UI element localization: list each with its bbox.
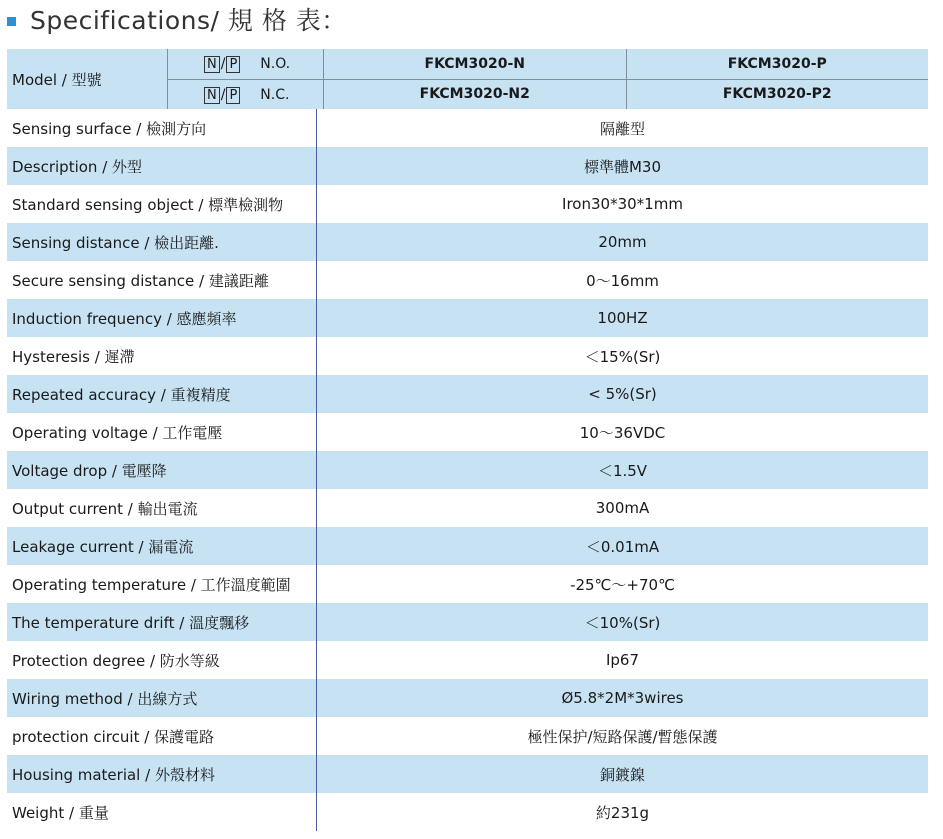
spec-value: 約231g [595, 803, 650, 822]
spec-label: The temperature drift / 溫度飄移 [7, 603, 317, 641]
spec-value: Iron30*30*1mm [562, 195, 683, 213]
model-pnp-nc: FKCM3020-P2 [722, 86, 832, 103]
spec-label: protection circuit / 保護電路 [7, 717, 317, 755]
pnp-models [626, 49, 929, 109]
mode-row-nc [168, 80, 323, 110]
table-row [7, 641, 928, 679]
npn-models [324, 49, 626, 109]
model-pnp-no: FKCM3020-P [627, 49, 929, 80]
spec-label: Description / 外型 [7, 147, 317, 185]
spec-label: Operating temperature / 工作溫度範圍 [7, 565, 317, 603]
page-title [7, 0, 347, 38]
spec-label: Hysteresis / 遲滯 [7, 337, 317, 375]
spec-value: 100HZ [597, 309, 648, 327]
table-row [7, 223, 928, 261]
spec-label: Repeated accuracy / 重複精度 [7, 375, 317, 413]
spec-value: ＜1.5V [597, 461, 648, 480]
table-row [7, 717, 928, 755]
table-row [7, 527, 928, 565]
table-row [7, 375, 928, 413]
title-text: Specifications/ 規 格 表： [30, 6, 347, 35]
mode-no: N.O. [260, 56, 291, 72]
spec-value: Ip67 [605, 651, 640, 669]
mode-nc: N.C. [260, 87, 290, 103]
table-row [7, 603, 928, 641]
np-indicator: N / P [204, 87, 240, 104]
table-row [7, 755, 928, 793]
spec-value: 隔離型 [599, 119, 645, 138]
square-bullet-icon [7, 17, 16, 26]
spec-value: 10～36VDC [579, 423, 666, 442]
spec-label: Housing material / 外殼材料 [7, 755, 317, 793]
spec-label: Leakage current / 漏電流 [7, 527, 317, 565]
spec-rows [7, 109, 928, 831]
spec-label: Sensing surface / 檢測方向 [7, 109, 317, 147]
spec-value: 300mA [595, 499, 650, 517]
spec-value: ＜0.01mA [585, 537, 660, 556]
spec-value: 0～16mm [586, 271, 659, 290]
mode-row-no [168, 49, 323, 80]
table-row [7, 337, 928, 375]
table-row [7, 679, 928, 717]
spec-label: Wiring method / 出線方式 [7, 679, 317, 717]
spec-label: Operating voltage / 工作電壓 [7, 413, 317, 451]
spec-label: Sensing distance / 檢出距離. [7, 223, 317, 261]
spec-label: Induction frequency / 感應頻率 [7, 299, 317, 337]
spec-table [7, 49, 928, 831]
model-numbers [324, 49, 928, 109]
table-row [7, 793, 928, 831]
spec-value: 標準體M30 [583, 157, 662, 176]
spec-value: 極性保护/短路保護/暫態保護 [527, 727, 718, 746]
table-row [7, 109, 928, 147]
spec-label: Protection degree / 防水等級 [7, 641, 317, 679]
spec-value: Ø5.8*2M*3wires [561, 689, 684, 707]
table-row [7, 147, 928, 185]
table-row [7, 451, 928, 489]
table-row [7, 413, 928, 451]
spec-value: < 5%(Sr) [588, 385, 657, 403]
table-row [7, 185, 928, 223]
spec-label: Voltage drop / 電壓降 [7, 451, 317, 489]
spec-value: 銅鍍鎳 [599, 765, 645, 784]
spec-value: ＜15%(Sr) [584, 347, 661, 366]
model-label: Model / 型號 [7, 49, 168, 109]
output-mode-column [168, 49, 324, 109]
spec-label: Weight / 重量 [7, 793, 317, 831]
spec-label: Standard sensing object / 標準檢測物 [7, 185, 317, 223]
spec-label: Output current / 輸出電流 [7, 489, 317, 527]
table-header [7, 49, 928, 109]
model-npn-nc: FKCM3020-N2 [419, 86, 530, 103]
spec-value: -25℃～+70℃ [570, 575, 675, 594]
np-indicator: N / P [204, 56, 240, 73]
spec-label: Secure sensing distance / 建議距離 [7, 261, 317, 299]
table-row [7, 489, 928, 527]
table-row [7, 299, 928, 337]
spec-value: ＜10%(Sr) [584, 613, 661, 632]
model-npn-no: FKCM3020-N [324, 49, 626, 80]
table-row [7, 565, 928, 603]
spec-value: 20mm [598, 233, 647, 251]
table-row [7, 261, 928, 299]
